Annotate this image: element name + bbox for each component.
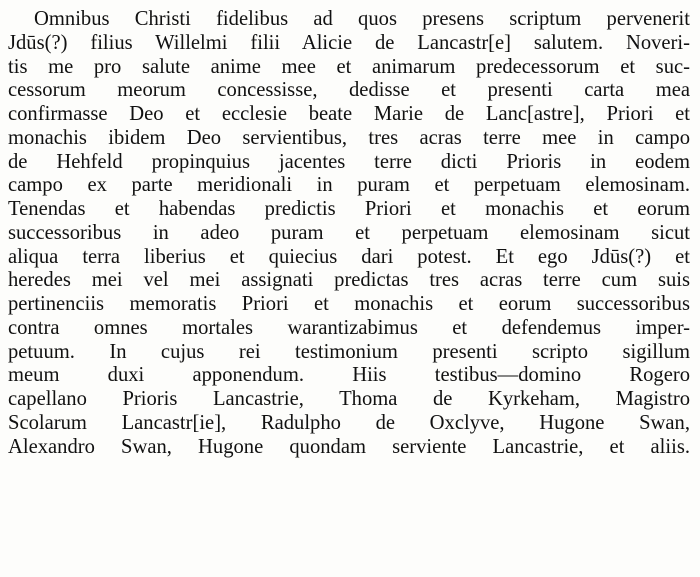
text-line: pertinenciis memoratis Priori et monachis et eorum successoribus: [8, 293, 690, 315]
text-line: successoribus in adeo puram et perpetuam elemosinam sicut: [8, 221, 690, 244]
text-line: Scolarum Lancastr[ie], Radulpho de Oxclyve, Hugone Swan,: [8, 411, 690, 434]
text-line: Omnibus Christi fidelibus ad quos presens scriptum pervenerit: [34, 8, 690, 30]
text-line: de Hehfeld propinquius jacentes terre dicti Prioris in eodem: [8, 150, 690, 173]
text-line: aliqua terra liberius et quiecius dari potest. Et ego Jdūs(?) et: [8, 245, 690, 268]
text-line: heredes mei vel mei assignati predictas tres acras terre cum suis: [8, 269, 690, 292]
text-line: capellano Prioris Lancastrie, Thoma de Kyrkeham, Magistro: [8, 388, 690, 410]
charter-text: [8, 8, 690, 459]
text-line: petuum. In cujus rei testimonium presenti scripto sigillum: [8, 340, 690, 363]
text-line: Alexandro Swan, Hugone quondam serviente Lancastrie, et aliis.: [8, 435, 690, 458]
text-line: cessorum meorum concessisse, dedisse et presenti carta mea: [8, 79, 690, 102]
text-line: Tenendas et habendas predictis Priori et monachis et eorum: [8, 198, 690, 220]
text-line: confirmasse Deo et ecclesie beate Marie de Lanc[astre], Priori et: [8, 103, 690, 125]
text-line: tis me pro salute anime mee et animarum predecessorum et suc-: [8, 55, 690, 78]
text-line: campo ex parte meridionali in puram et perpetuam elemosinam.: [8, 174, 690, 197]
text-line: meum duxi apponendum. Hiis testibus—domino Rogero: [8, 364, 690, 387]
text-line: monachis ibidem Deo servientibus, tres acras terre mee in campo: [8, 126, 690, 149]
text-line: Jdūs(?) filius Willelmi filii Alicie de Lancastr[e] salutem. Noveri-: [8, 31, 690, 54]
text-line: contra omnes mortales warantizabimus et defendemus imper-: [8, 316, 690, 339]
